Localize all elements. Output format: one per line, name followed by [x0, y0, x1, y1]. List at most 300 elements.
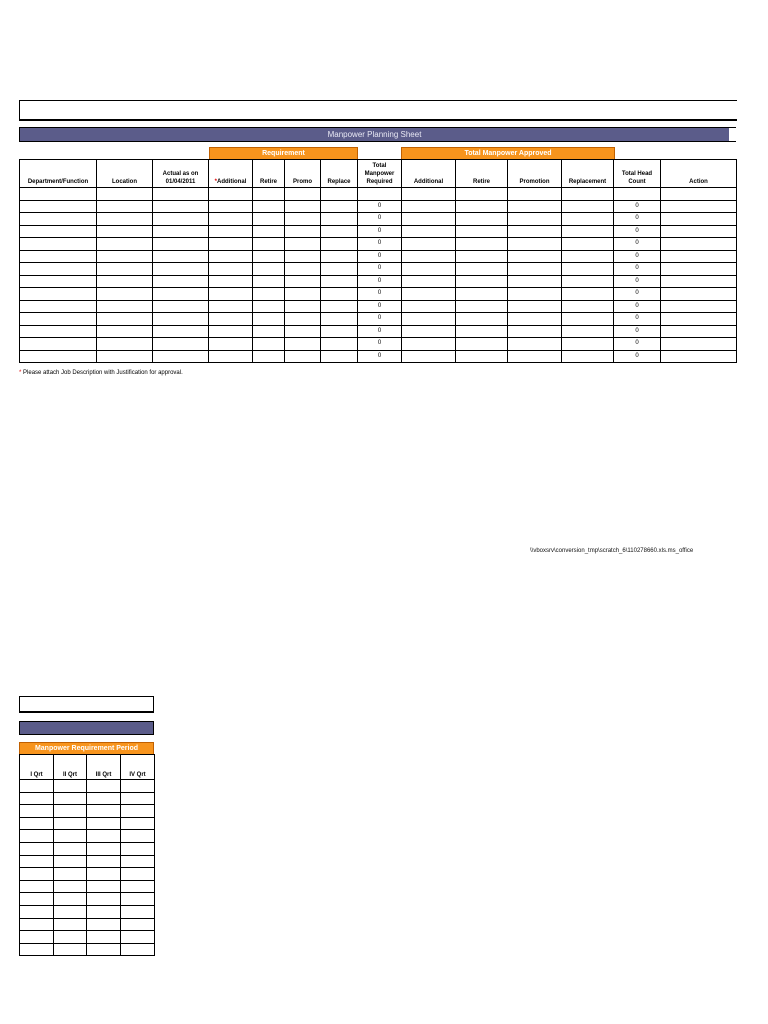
- table-cell[interactable]: [97, 275, 153, 288]
- table-cell[interactable]: [402, 200, 456, 213]
- total-required-cell[interactable]: 0: [358, 238, 402, 251]
- table-cell[interactable]: [321, 338, 358, 351]
- table-cell[interactable]: [153, 225, 209, 238]
- table-cell[interactable]: [456, 275, 508, 288]
- period-cell[interactable]: [54, 817, 87, 830]
- table-cell[interactable]: [209, 300, 253, 313]
- col-replace: Replace: [321, 160, 358, 188]
- period-cell[interactable]: [87, 805, 121, 818]
- table-cell[interactable]: [661, 238, 737, 251]
- table-cell[interactable]: [20, 225, 97, 238]
- table-cell[interactable]: [209, 338, 253, 351]
- total-head-cell[interactable]: 0: [614, 238, 661, 251]
- table-cell[interactable]: [253, 225, 285, 238]
- required-star: *: [214, 179, 217, 185]
- table-cell[interactable]: [209, 288, 253, 301]
- period-row: [20, 880, 155, 893]
- table-cell[interactable]: [321, 288, 358, 301]
- total-required-cell[interactable]: 0: [358, 300, 402, 313]
- period-cell[interactable]: [121, 880, 155, 893]
- table-cell[interactable]: [321, 263, 358, 276]
- period-cell[interactable]: [121, 943, 155, 956]
- table-cell[interactable]: [562, 325, 614, 338]
- period-cell[interactable]: [20, 931, 54, 944]
- col-q2: II Qrt: [54, 755, 87, 780]
- table-cell[interactable]: [20, 313, 97, 326]
- table-cell[interactable]: [562, 275, 614, 288]
- table-cell[interactable]: [661, 338, 737, 351]
- col-q1: I Qrt: [20, 755, 54, 780]
- col-appr-retire: Retire: [456, 160, 508, 188]
- table-cell[interactable]: [285, 238, 321, 251]
- period-cell[interactable]: [87, 792, 121, 805]
- total-head-cell[interactable]: 0: [614, 250, 661, 263]
- table-cell[interactable]: [321, 225, 358, 238]
- period-row: [20, 931, 155, 944]
- table-cell[interactable]: [321, 313, 358, 326]
- table-cell[interactable]: [285, 225, 321, 238]
- table-cell[interactable]: [285, 325, 321, 338]
- table-cell[interactable]: [20, 350, 97, 363]
- table-cell[interactable]: [253, 313, 285, 326]
- period-cell[interactable]: [54, 780, 87, 793]
- period-cell[interactable]: [121, 792, 155, 805]
- table-cell[interactable]: [97, 188, 153, 201]
- total-required-cell[interactable]: 0: [358, 225, 402, 238]
- table-cell[interactable]: [97, 313, 153, 326]
- table-cell[interactable]: [402, 238, 456, 251]
- table-cell[interactable]: [456, 200, 508, 213]
- table-cell[interactable]: [456, 213, 508, 226]
- table-cell[interactable]: [402, 275, 456, 288]
- period-cell[interactable]: [20, 817, 54, 830]
- period-cell[interactable]: [54, 805, 87, 818]
- period-cell[interactable]: [87, 780, 121, 793]
- table-cell[interactable]: [209, 350, 253, 363]
- period-cell[interactable]: [54, 842, 87, 855]
- period-cell[interactable]: [121, 868, 155, 881]
- total-required-cell[interactable]: 0: [358, 200, 402, 213]
- table-cell[interactable]: [562, 213, 614, 226]
- table-cell[interactable]: [661, 325, 737, 338]
- period-cell[interactable]: [87, 842, 121, 855]
- table-cell[interactable]: [402, 350, 456, 363]
- table-cell[interactable]: [209, 325, 253, 338]
- table-cell[interactable]: [508, 263, 562, 276]
- period-cell[interactable]: [20, 792, 54, 805]
- table-cell[interactable]: [20, 300, 97, 313]
- table-cell[interactable]: [97, 238, 153, 251]
- table-cell[interactable]: [508, 213, 562, 226]
- table-cell[interactable]: [285, 250, 321, 263]
- table-cell[interactable]: [456, 338, 508, 351]
- total-required-cell[interactable]: 0: [358, 325, 402, 338]
- table-cell[interactable]: [253, 325, 285, 338]
- table-cell[interactable]: [253, 275, 285, 288]
- table-cell[interactable]: [153, 338, 209, 351]
- total-required-cell[interactable]: 0: [358, 275, 402, 288]
- table-cell[interactable]: [661, 313, 737, 326]
- period-cell[interactable]: [121, 855, 155, 868]
- table-cell[interactable]: [253, 350, 285, 363]
- table-cell[interactable]: [508, 200, 562, 213]
- table-row: [20, 263, 737, 276]
- table-cell[interactable]: [321, 350, 358, 363]
- period-cell[interactable]: [121, 931, 155, 944]
- period-row: [20, 893, 155, 906]
- table-cell[interactable]: [153, 188, 209, 201]
- table-cell[interactable]: [285, 188, 321, 201]
- col-appr-replacement: Replacement: [562, 160, 614, 188]
- table-cell[interactable]: [20, 275, 97, 288]
- period-cell[interactable]: [54, 931, 87, 944]
- table-cell[interactable]: [97, 200, 153, 213]
- table-cell[interactable]: [285, 200, 321, 213]
- period-row: [20, 855, 155, 868]
- table-cell[interactable]: [97, 350, 153, 363]
- table-row: [20, 238, 737, 251]
- total-head-cell[interactable]: [614, 188, 661, 201]
- table-cell[interactable]: [153, 213, 209, 226]
- total-head-cell[interactable]: 0: [614, 300, 661, 313]
- table-cell[interactable]: [562, 250, 614, 263]
- total-required-cell[interactable]: 0: [358, 313, 402, 326]
- table-cell[interactable]: [402, 313, 456, 326]
- total-head-cell[interactable]: 0: [614, 225, 661, 238]
- table-cell[interactable]: [253, 250, 285, 263]
- table-cell[interactable]: [562, 300, 614, 313]
- table-cell[interactable]: [209, 213, 253, 226]
- table-cell[interactable]: [20, 325, 97, 338]
- col-q4: IV Qrt: [121, 755, 155, 780]
- total-required-cell[interactable]: 0: [358, 350, 402, 363]
- table-cell[interactable]: [508, 250, 562, 263]
- table-cell[interactable]: [402, 225, 456, 238]
- table-cell[interactable]: [456, 250, 508, 263]
- table-cell[interactable]: [153, 263, 209, 276]
- table-cell[interactable]: [20, 238, 97, 251]
- col-retire: Retire: [253, 160, 285, 188]
- table-cell[interactable]: [661, 250, 737, 263]
- period-row: [20, 842, 155, 855]
- total-required-cell[interactable]: 0: [358, 338, 402, 351]
- table-cell[interactable]: [20, 263, 97, 276]
- table-cell[interactable]: [456, 300, 508, 313]
- table-cell[interactable]: [562, 188, 614, 201]
- table-cell[interactable]: [508, 350, 562, 363]
- total-head-cell[interactable]: 0: [614, 213, 661, 226]
- table-cell[interactable]: [321, 300, 358, 313]
- period-cell[interactable]: [87, 830, 121, 843]
- table-cell[interactable]: [508, 313, 562, 326]
- table-cell[interactable]: [321, 275, 358, 288]
- table-cell[interactable]: [508, 225, 562, 238]
- table-cell[interactable]: [456, 325, 508, 338]
- period-cell[interactable]: [87, 855, 121, 868]
- table-cell[interactable]: [456, 313, 508, 326]
- table-cell[interactable]: [402, 263, 456, 276]
- table-cell[interactable]: [20, 288, 97, 301]
- table-cell[interactable]: [209, 238, 253, 251]
- period-cell[interactable]: [121, 805, 155, 818]
- table-cell[interactable]: [209, 200, 253, 213]
- table-cell[interactable]: [661, 263, 737, 276]
- period-cell[interactable]: [20, 780, 54, 793]
- table-cell[interactable]: [253, 200, 285, 213]
- col-location: Location: [97, 160, 153, 188]
- table-cell[interactable]: [508, 288, 562, 301]
- period-cell[interactable]: [20, 830, 54, 843]
- table-cell[interactable]: [153, 250, 209, 263]
- footnote: * Please attach Job Description with Justification for approval.: [19, 370, 183, 376]
- table-cell[interactable]: [153, 325, 209, 338]
- table-cell[interactable]: [285, 275, 321, 288]
- table-cell[interactable]: [97, 250, 153, 263]
- period-title-box: [19, 696, 154, 713]
- table-cell[interactable]: [20, 200, 97, 213]
- period-row: [20, 817, 155, 830]
- table-cell[interactable]: [508, 338, 562, 351]
- period-row: [20, 918, 155, 931]
- table-cell[interactable]: [97, 213, 153, 226]
- period-cell[interactable]: [121, 817, 155, 830]
- period-cell[interactable]: [121, 918, 155, 931]
- table-cell[interactable]: [209, 225, 253, 238]
- planning-table: [19, 159, 737, 363]
- table-cell[interactable]: [456, 288, 508, 301]
- period-cell[interactable]: [20, 855, 54, 868]
- period-cell[interactable]: [54, 880, 87, 893]
- total-head-cell[interactable]: 0: [614, 263, 661, 276]
- period-cell[interactable]: [20, 805, 54, 818]
- col-promo: Promo: [285, 160, 321, 188]
- col-appr-promotion: Promotion: [508, 160, 562, 188]
- table-cell[interactable]: [562, 263, 614, 276]
- table-cell[interactable]: [661, 188, 737, 201]
- col-additional: *Additional: [209, 160, 253, 188]
- period-cell[interactable]: [121, 780, 155, 793]
- table-cell[interactable]: [97, 225, 153, 238]
- table-cell[interactable]: [321, 213, 358, 226]
- table-cell[interactable]: [321, 238, 358, 251]
- sheet-title-box: [19, 100, 737, 121]
- table-cell[interactable]: [661, 200, 737, 213]
- table-cell[interactable]: [402, 213, 456, 226]
- table-cell[interactable]: [661, 213, 737, 226]
- period-row: [20, 830, 155, 843]
- total-required-cell[interactable]: 0: [358, 263, 402, 276]
- table-cell[interactable]: [321, 188, 358, 201]
- table-cell[interactable]: [209, 250, 253, 263]
- table-cell[interactable]: [285, 338, 321, 351]
- table-cell[interactable]: [153, 288, 209, 301]
- table-cell[interactable]: [661, 225, 737, 238]
- table-cell[interactable]: [97, 338, 153, 351]
- table-cell[interactable]: [253, 263, 285, 276]
- table-cell[interactable]: [562, 350, 614, 363]
- table-cell[interactable]: [285, 313, 321, 326]
- table-row: [20, 188, 737, 201]
- table-cell[interactable]: [97, 300, 153, 313]
- period-cell[interactable]: [20, 880, 54, 893]
- table-cell[interactable]: [456, 263, 508, 276]
- total-head-cell[interactable]: 0: [614, 313, 661, 326]
- table-cell[interactable]: [661, 288, 737, 301]
- col-appr-additional: Additional: [402, 160, 456, 188]
- table-cell[interactable]: [285, 263, 321, 276]
- table-cell[interactable]: [153, 200, 209, 213]
- requirement-group-header: Requirement: [209, 147, 358, 160]
- table-cell[interactable]: [20, 213, 97, 226]
- period-cell[interactable]: [121, 893, 155, 906]
- table-cell[interactable]: [456, 238, 508, 251]
- col-action: Action: [661, 160, 737, 188]
- table-row: [20, 325, 737, 338]
- period-cell[interactable]: [121, 905, 155, 918]
- period-row: [20, 943, 155, 956]
- period-cell[interactable]: [121, 842, 155, 855]
- period-cell[interactable]: [20, 918, 54, 931]
- table-cell[interactable]: [209, 275, 253, 288]
- period-cell[interactable]: [87, 905, 121, 918]
- table-cell[interactable]: [661, 300, 737, 313]
- table-cell[interactable]: [285, 213, 321, 226]
- table-cell[interactable]: [562, 225, 614, 238]
- period-cell[interactable]: [20, 943, 54, 956]
- table-cell[interactable]: [97, 263, 153, 276]
- period-cell[interactable]: [54, 792, 87, 805]
- table-cell[interactable]: [253, 213, 285, 226]
- table-cell[interactable]: [97, 288, 153, 301]
- table-cell[interactable]: [209, 313, 253, 326]
- period-row: [20, 780, 155, 793]
- table-row: [20, 338, 737, 351]
- period-cell[interactable]: [54, 893, 87, 906]
- table-cell[interactable]: [253, 238, 285, 251]
- table-cell[interactable]: [253, 300, 285, 313]
- table-cell[interactable]: [285, 288, 321, 301]
- table-cell[interactable]: [153, 300, 209, 313]
- sheet-title-banner: Manpower Planning Sheet: [19, 127, 729, 142]
- table-cell[interactable]: [402, 300, 456, 313]
- table-cell[interactable]: [402, 338, 456, 351]
- table-cell[interactable]: [153, 275, 209, 288]
- period-cell[interactable]: [54, 905, 87, 918]
- table-cell[interactable]: [402, 250, 456, 263]
- table-cell[interactable]: [508, 238, 562, 251]
- table-cell[interactable]: [661, 350, 737, 363]
- table-cell[interactable]: [153, 350, 209, 363]
- period-cell[interactable]: [87, 943, 121, 956]
- total-head-cell[interactable]: 0: [614, 275, 661, 288]
- period-cell[interactable]: [20, 893, 54, 906]
- total-required-cell[interactable]: 0: [358, 213, 402, 226]
- period-row: [20, 805, 155, 818]
- table-cell[interactable]: [508, 325, 562, 338]
- table-cell[interactable]: [20, 188, 97, 201]
- table-cell[interactable]: [285, 350, 321, 363]
- table-cell[interactable]: [97, 325, 153, 338]
- banner-tail: [729, 127, 736, 142]
- period-row: [20, 792, 155, 805]
- period-cell[interactable]: [87, 918, 121, 931]
- period-cell[interactable]: [54, 830, 87, 843]
- col-total-required: Total Manpower Required: [358, 160, 402, 188]
- file-path: \\vboxsrv\conversion_tmp\scratch_6\110278660.xls.ms_office: [530, 548, 694, 554]
- total-required-cell[interactable]: 0: [358, 288, 402, 301]
- table-cell[interactable]: [253, 288, 285, 301]
- table-cell[interactable]: [321, 250, 358, 263]
- total-head-cell[interactable]: 0: [614, 350, 661, 363]
- period-cell[interactable]: [54, 868, 87, 881]
- total-head-cell[interactable]: 0: [614, 200, 661, 213]
- table-cell[interactable]: [153, 238, 209, 251]
- table-cell[interactable]: [562, 338, 614, 351]
- table-cell[interactable]: [508, 275, 562, 288]
- table-cell[interactable]: [562, 200, 614, 213]
- period-banner: [19, 721, 154, 735]
- table-cell[interactable]: [253, 188, 285, 201]
- table-cell[interactable]: [321, 325, 358, 338]
- total-required-cell[interactable]: [358, 188, 402, 201]
- period-header: Manpower Requirement Period: [19, 742, 154, 755]
- period-cell[interactable]: [20, 905, 54, 918]
- table-cell[interactable]: [456, 188, 508, 201]
- period-cell[interactable]: [87, 931, 121, 944]
- table-cell[interactable]: [20, 338, 97, 351]
- period-cell[interactable]: [121, 830, 155, 843]
- period-cell[interactable]: [87, 817, 121, 830]
- table-row: [20, 200, 737, 213]
- total-head-cell[interactable]: 0: [614, 338, 661, 351]
- period-cell[interactable]: [87, 868, 121, 881]
- period-cell[interactable]: [87, 893, 121, 906]
- total-head-cell[interactable]: 0: [614, 288, 661, 301]
- table-row: [20, 250, 737, 263]
- table-row: [20, 300, 737, 313]
- period-cell[interactable]: [87, 880, 121, 893]
- period-cell[interactable]: [54, 943, 87, 956]
- total-head-cell[interactable]: 0: [614, 325, 661, 338]
- table-cell[interactable]: [321, 200, 358, 213]
- table-row: [20, 275, 737, 288]
- total-required-cell[interactable]: 0: [358, 250, 402, 263]
- table-cell[interactable]: [456, 225, 508, 238]
- table-cell[interactable]: [402, 288, 456, 301]
- table-cell[interactable]: [153, 313, 209, 326]
- period-cell[interactable]: [54, 855, 87, 868]
- table-cell[interactable]: [456, 350, 508, 363]
- period-cell[interactable]: [54, 918, 87, 931]
- table-cell[interactable]: [253, 338, 285, 351]
- table-cell[interactable]: [562, 238, 614, 251]
- table-cell[interactable]: [402, 188, 456, 201]
- table-cell[interactable]: [20, 250, 97, 263]
- table-cell[interactable]: [562, 288, 614, 301]
- table-cell[interactable]: [209, 188, 253, 201]
- table-cell[interactable]: [661, 275, 737, 288]
- table-cell[interactable]: [209, 263, 253, 276]
- table-cell[interactable]: [402, 325, 456, 338]
- table-row: [20, 313, 737, 326]
- table-cell[interactable]: [285, 300, 321, 313]
- table-cell[interactable]: [562, 313, 614, 326]
- period-cell[interactable]: [20, 868, 54, 881]
- table-row: [20, 213, 737, 226]
- table-cell[interactable]: [508, 188, 562, 201]
- period-cell[interactable]: [20, 842, 54, 855]
- table-cell[interactable]: [508, 300, 562, 313]
